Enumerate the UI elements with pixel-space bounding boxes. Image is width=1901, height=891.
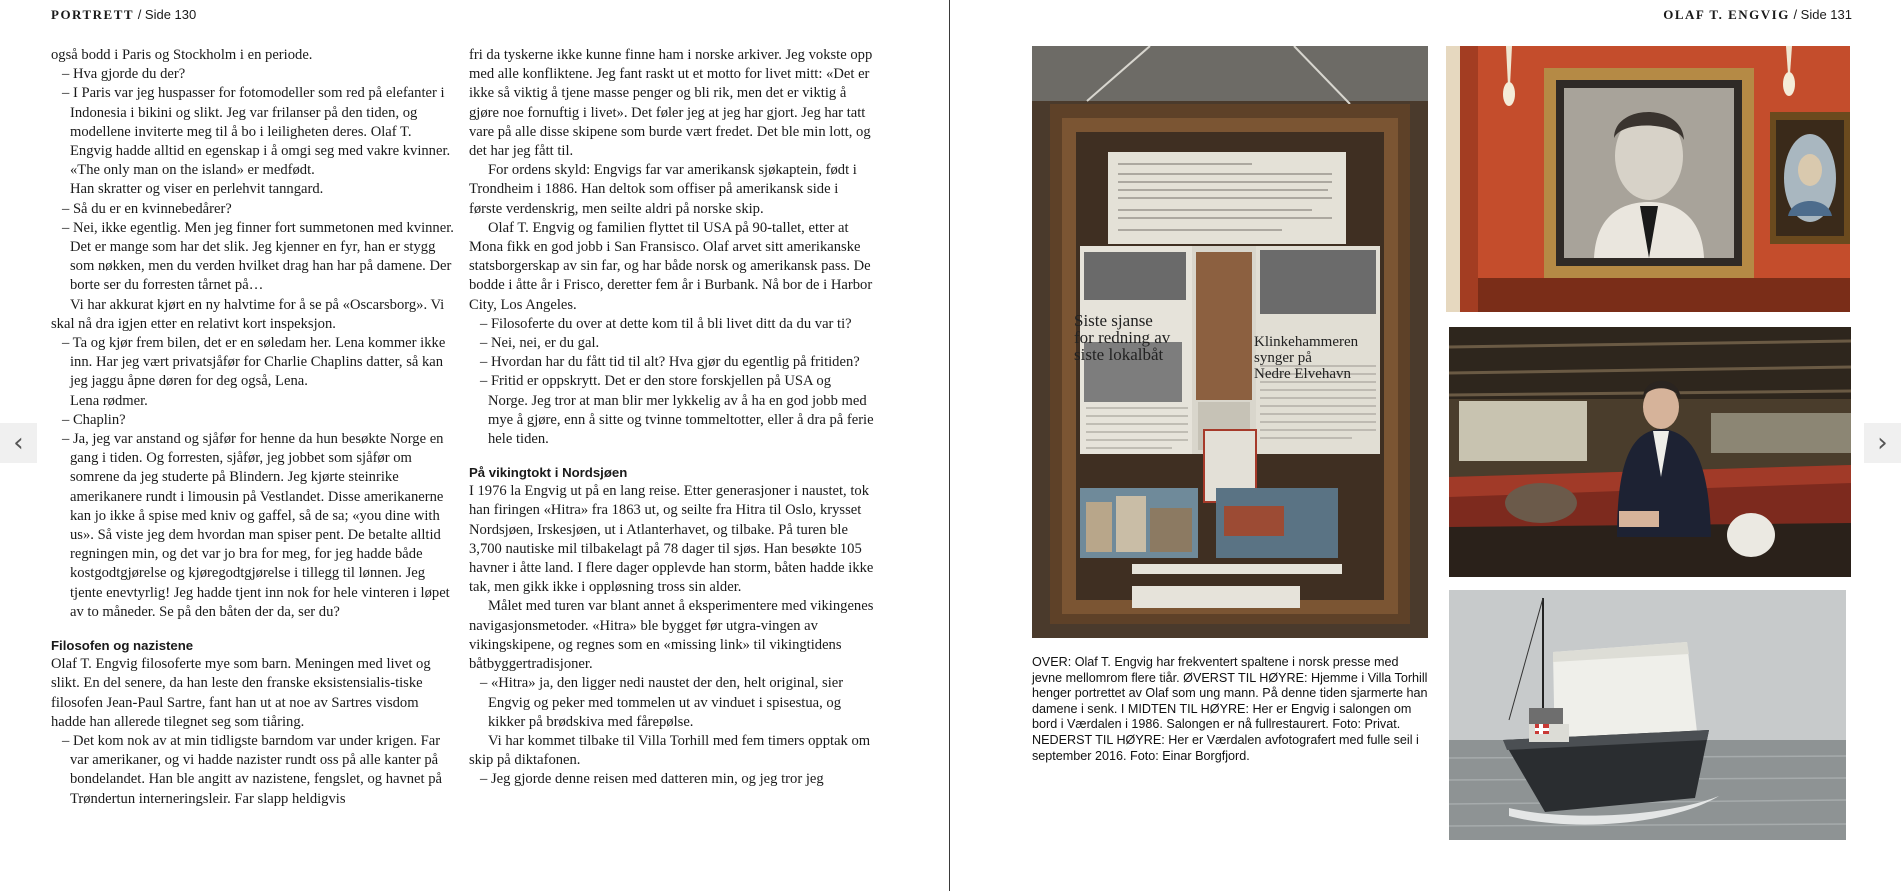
clippings-frame-photo <box>1032 46 1428 638</box>
paragraph: – Fritid er oppskrytt. Det er den store forskjellen på USA og Norge. Jeg tror at man blir mer lykkelig av å ha en god jobb med mye å gjøre, enn å sitte og tvinne tommeltotter, eller å dra på ferie hele tiden. <box>480 373 874 448</box>
paragraph: – Nei, ikke egentlig. Men jeg finner fort summetonen med kvinner. Det er mange som har det slik. Jeg kjenner en fyr, han er stygg som nøkken, men du verden hvilket drag han har på damene. Der borte ser du forresten tårnet på… <box>62 219 454 294</box>
text-column-2 <box>469 46 874 790</box>
paragraph: Målet med turen var blant annet å eksperimentere med vikingenes navigasjonsmetoder. «Hitra» ble bygget før utgra-vingen av vikingskipene, og regnes som en «missing link» til vikingtidens båtbyggertradisjoner. <box>469 598 874 673</box>
paragraph: Han skratter og viser en perlehvit tanngard. <box>70 181 324 198</box>
paragraph: Vi har kommet tilbake til Villa Torhill med fem timers opptak om skip på diktafonen. <box>469 732 871 769</box>
paragraph: – Det kom nok av at min tidligste barndom var under krigen. Far var amerikaner, og vi hadde nazister rundt oss på alle kanter på bondelandet. Han ble angitt av nazistene, fengslet, og havnet på Trøndertun interneringsleir. Far slapp heldigvis <box>62 732 443 807</box>
paragraph: – Filosoferte du over at dette kom til å bli livet ditt da du var ti? <box>480 315 852 332</box>
paragraph: Olaf T. Engvig og familien flyttet til USA på 90-tallet, etter at Mona fikk en god jobb i San Fransisco. Olaf arvet sitt amerikanske statsborgerskap av sin far, og har både norsk og amerikansk pass. De bodde i åtte år i Frisco, deretter fem år i Burbank. Nå bor de i Harbor City, Los Angeles. <box>469 219 873 313</box>
clipping-headline: Klinkehammeren <box>1254 334 1359 350</box>
section-heading: Filosofen og nazistene <box>51 638 194 654</box>
clipping-headline: siste lokalbåt <box>1074 345 1164 364</box>
paragraph: Vi har akkurat kjørt en ny halvtime for å se på «Oscarsborg». Vi skal nå dra igjen etter en relativt kort inspeksjon. <box>51 296 445 332</box>
paragraph: For ordens skyld: Engvigs far var amerikansk sjøkaptein, født i Trondheim i 1886. Han deltok som offiser på amerikansk side i første verdenskrig, men seilte aldri på norske skip. <box>469 162 857 217</box>
right-page-header <box>1663 7 1852 23</box>
next-page-button[interactable] <box>1864 423 1901 463</box>
paragraph: – Jeg gjorde denne reisen med datteren min, og jeg tror jeg <box>480 771 824 788</box>
text-column-1 <box>51 46 456 809</box>
clipping-headline: Nedre Elvehavn <box>1254 366 1352 382</box>
portrait-photo <box>1446 46 1850 312</box>
chevron-left-icon: ‹ <box>13 428 24 458</box>
salon-photo <box>1449 327 1851 577</box>
page-number: / Side 131 <box>1793 7 1852 22</box>
paragraph: fri da tyskerne ikke kunne finne ham i norske arkiver. Jeg vokste opp med alle konfliktene. Jeg fant raskt ut et motto for livet mitt: «Det er ikke så viktig å tjene masse penger og bli rik, men det er viktig å gjøre noe fornuftig i livet». Det føler jeg at jeg har gjort. Jeg har tatt vare på alle disse skipene som burde vært fredet. Det ble min lott, og det har jeg fått til. <box>469 47 873 160</box>
section-heading: På vikingtokt i Nordsjøen <box>469 465 628 481</box>
clipping-headline: for redning av <box>1074 328 1171 347</box>
paragraph: – «Hitra» ja, den ligger nedi naustet der den, helt original, sier Engvig og peker med tommelen ut av vinduet i spisestua, og kikker på brødskiva med fårepølse. <box>480 675 844 730</box>
paragraph: Lena rødmer. <box>70 392 148 409</box>
previous-page-button[interactable] <box>0 423 37 463</box>
clipping-headline: Siste sjanse <box>1074 311 1153 330</box>
clipping-headline: synger på <box>1254 350 1312 366</box>
paragraph: – Så du er en kvinnebedårer? <box>62 200 232 217</box>
left-page <box>0 0 949 891</box>
chevron-right-icon: › <box>1877 428 1888 458</box>
sailing-boat-photo <box>1449 590 1846 840</box>
paragraph: også bodd i Paris og Stockholm i en periode. <box>51 47 313 63</box>
left-page-header <box>51 7 196 23</box>
photo-caption: OVER: Olaf T. Engvig har frekventert spaltene i norsk presse med jevne mellomrom flere tiår. ØVERST TIL HØYRE: Hjemme i Villa Torhill henger portrettet av Olaf som ung mann. På denne tiden sjarmerte han damene i senk. I MIDTEN TIL HØYRE: Her er Engvig i salongen om bord i Værdalen i 1986. Salongen er nå fullrestaurert. Foto: Privat. NEDERST TIL HØYRE: Her er Værdalen avfotografert med fulle seil i september 2016. Foto: Einar Borgfjord. <box>1032 655 1428 763</box>
paragraph: Olaf T. Engvig filosoferte mye som barn. Meningen med livet og slikt. En del senere, da han leste den franske eksistensialis-tiske filosofen Jean-Paul Sartre, fant han ut at noe av Sartres visdom hadde han allerede tilegnet seg som tiåring. <box>51 656 431 730</box>
paragraph: – Ta og kjør frem bilen, det er en søledam her. Lena kommer ikke inn. Har jeg vært privatsjåfør for Charlie Chaplins datter, så kan jeg jaggu åpne døren for deg også, Lena. <box>62 335 446 390</box>
paragraph: – I Paris var jeg huspasser for fotomodeller som red på elefanter i Indonesia i bikini og slikt. Jeg var frilanser på den tiden, og modellene inviterte meg til å bo i leiligheten deres. Olaf T. Engvig hadde alltid en egenskap i å omgi seg med vakre kvinner. «The only man on the island» er medfødt. <box>62 85 451 179</box>
paragraph: – Nei, nei, er du gal. <box>480 335 600 352</box>
paragraph: – Hvordan har du fått tid til alt? Hva gjør du egentlig på fritiden? <box>480 354 860 371</box>
paragraph: – Hva gjorde du der? <box>62 66 186 83</box>
section-name: PORTRETT <box>51 7 135 22</box>
paragraph: – Ja, jeg var anstand og sjåfør for henne da hun besøkte Norge en gang i tiden. Og forresten, sjåfør, jeg jobbet som sjåfør om somrene da jeg studerte på Blindern. Jeg kjørte steinrike amerikanere rundt i limousin på Vestlandet. Disse amerikanerne kan jo ikke å spise med kniv og gaffel, så de sa; «you dine with us». Så viste jeg dem hvordan man spiser pent. De betalte alltid regningen min, og det var jo bra for meg, for jeg hadde både kostgodtgjørelse og kjøregodtgjørelse i tillegg til lønnen. Jeg tjente enevtyrlig! Jeg hadde tjent inn nok for hele vinteren i løpet av to måneder. Se på den båten der da, ser du? <box>62 431 450 620</box>
subject-name: OLAF T. ENGVIG <box>1663 7 1790 22</box>
page-number: / Side 130 <box>137 7 197 22</box>
paragraph: I 1976 la Engvig ut på en lang reise. Etter generasjoner i naustet, tok han firingen «Hitra» fra 1863 ut, og seilte fra Hitra til Oslo, krysset Nordsjøen, Irskesjøen, ut i Atlanterhavet, og tilbake. På turen ble 3,700 nautiske mil tilbakelagt på 78 dager til sjøs. Han besøkte 105 havner i åtte land. I flere dager opplevde han storm, båten hadde ikke tak, men gikk ikke i oppløsning tross sin alder. <box>469 483 874 596</box>
paragraph: – Chaplin? <box>62 411 126 428</box>
